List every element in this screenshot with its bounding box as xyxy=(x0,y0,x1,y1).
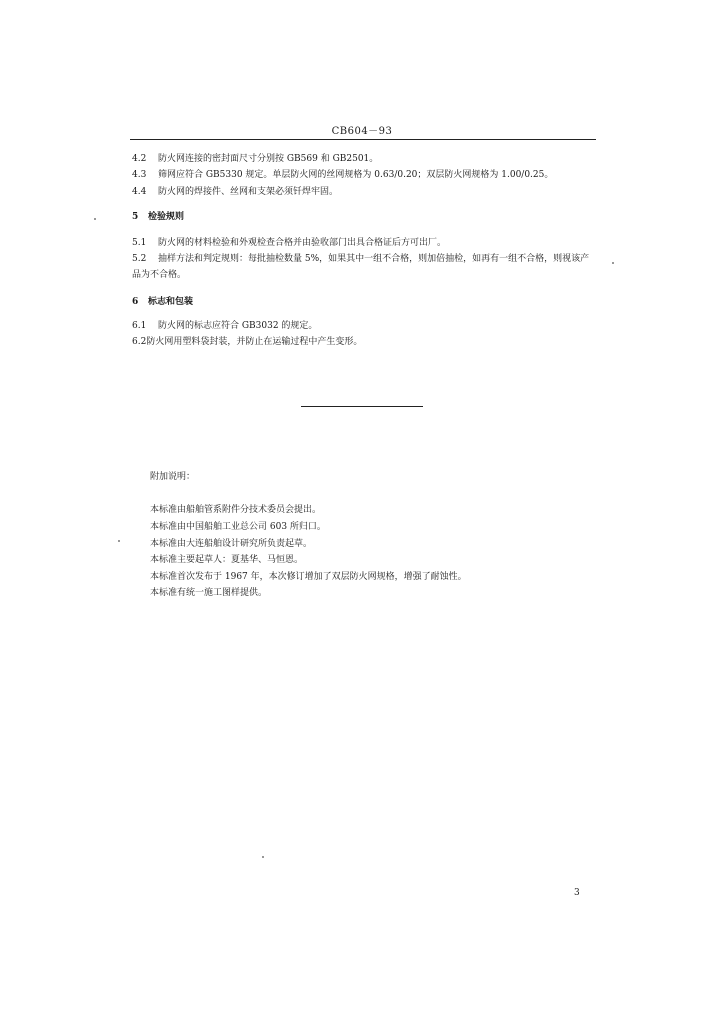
scan-speck xyxy=(262,856,264,858)
clause-number: 5.2 xyxy=(132,254,147,264)
section-title: 标志和包装 xyxy=(148,297,194,307)
clause-text: 防火网的材料检验和外观检查合格并由验收部门出具合格证后方可出厂。 xyxy=(158,238,447,248)
clause-5-1 xyxy=(132,235,594,251)
note-line: 本标准由中国船舶工业总公司 603 所归口。 xyxy=(150,522,326,532)
end-of-text-divider xyxy=(301,406,423,407)
clause-5-2 xyxy=(132,251,594,283)
note-line: 本标准有统一施工图样提供。 xyxy=(150,588,268,598)
scan-speck xyxy=(118,540,120,542)
clause-4-4 xyxy=(132,184,594,200)
note-line: 本标准由船舶管系附件分技术委员会提出。 xyxy=(150,505,322,515)
clause-text: 防火网用塑料袋封装，并防止在运输过程中产生变形。 xyxy=(146,337,363,347)
clause-4-2 xyxy=(132,151,594,167)
clause-4-3 xyxy=(132,167,594,183)
additional-notes-title: 附加说明： xyxy=(150,472,196,482)
scan-speck xyxy=(612,262,614,264)
note-line: 本标准首次发布于 1967 年，本次修订增加了双层防火网规格，增强了耐蚀性。 xyxy=(150,572,467,582)
section-number: 6 xyxy=(132,297,139,307)
clause-number: 5.1 xyxy=(132,238,147,248)
clause-text: 防火网的焊接件、丝网和支架必须钎焊牢固。 xyxy=(158,187,339,197)
section-6-heading xyxy=(132,294,193,307)
clause-text: 防火网连接的密封面尺寸分别按 GB569 和 GB2501。 xyxy=(158,154,379,164)
clause-number: 6.2 xyxy=(132,337,147,347)
standard-code-header: CB604－93 xyxy=(331,126,393,137)
clause-number: 4.3 xyxy=(132,170,147,180)
section-number: 5 xyxy=(132,212,139,222)
clause-number: 6.1 xyxy=(132,321,147,331)
clause-text: 抽样方法和判定规则：每批抽检数量 5%，如果其中一组不合格，则加倍抽检，如再有一组不合格，则视该产品为不合格。 xyxy=(132,254,590,280)
note-line: 本标准由大连船舶设计研究所负责起草。 xyxy=(150,539,313,549)
note-line: 本标准主要起草人：夏基华、马恒恩。 xyxy=(150,555,304,565)
section-title: 检验规则 xyxy=(148,212,185,222)
clause-number: 4.4 xyxy=(132,187,147,197)
clause-6-1 xyxy=(132,318,594,334)
page-number: 3 xyxy=(574,888,580,898)
clause-6-2 xyxy=(132,334,594,350)
clause-text: 防火网的标志应符合 GB3032 的规定。 xyxy=(158,321,318,331)
scan-speck xyxy=(94,218,96,220)
header-divider xyxy=(130,139,596,140)
clause-text: 筛网应符合 GB5330 规定。单层防火网的丝网规格为 0.63/0.20；双层防火网规格为 1.00/0.25。 xyxy=(158,170,554,180)
section-5-heading xyxy=(132,209,184,222)
clause-number: 4.2 xyxy=(132,154,147,164)
